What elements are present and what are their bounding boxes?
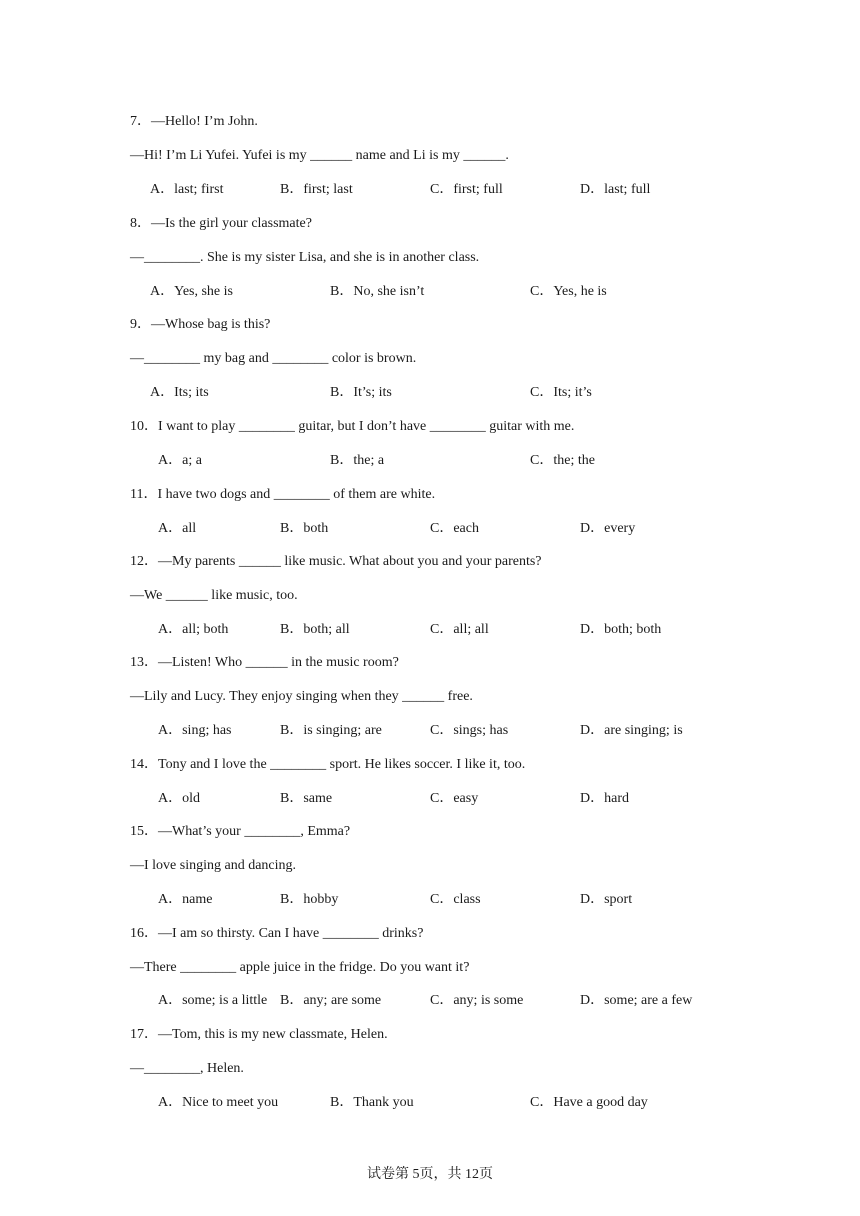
question-12-option-d: D．both; both	[580, 622, 662, 637]
question-11-option-d: D．every	[580, 521, 636, 536]
question-16-option-d: D．some; are a few	[580, 993, 693, 1008]
question-16-option-b: B．any; are some	[280, 993, 382, 1008]
question-10-option-a: A．a; a	[158, 453, 202, 468]
question-17-option-c: C．Have a good day	[530, 1095, 648, 1110]
question-12-option-a: A．all; both	[158, 622, 229, 637]
question-12-reply: —We ______ like music, too.	[130, 588, 298, 603]
question-14-option-c: C．easy	[430, 791, 479, 806]
question-15-reply: —I love singing and dancing.	[130, 858, 297, 873]
question-16-stem: 16．—I am so thirsty. Can I have ________ drinks?	[130, 926, 424, 941]
question-7-stem: 7．—Hello! I’m John.	[130, 114, 258, 129]
question-7-option-d: D．last; full	[580, 182, 651, 197]
question-13-option-b: B．is singing; are	[280, 723, 382, 738]
question-10-option-c: C．the; the	[530, 453, 595, 468]
question-13-option-d: D．are singing; is	[580, 723, 683, 738]
question-7-reply: —Hi! I’m Li Yufei. Yufei is my ______ name and Li is my ______.	[130, 148, 509, 163]
question-16-reply: —There ________ apple juice in the fridge. Do you want it?	[130, 960, 470, 975]
question-17-stem: 17．—Tom, this is my new classmate, Helen.	[130, 1027, 388, 1042]
question-11-option-b: B．both	[280, 521, 329, 536]
page-footer: 试卷第 5页，共 12页	[367, 1167, 493, 1182]
question-7-option-a: A．last; first	[150, 182, 224, 197]
question-13-option-a: A．sing; has	[158, 723, 232, 738]
question-11-option-c: C．each	[430, 521, 479, 536]
question-14-option-a: A．old	[158, 791, 200, 806]
question-13-option-c: C．sings; has	[430, 723, 509, 738]
question-17-option-a: A．Nice to meet you	[158, 1095, 279, 1110]
question-12-option-b: B．both; all	[280, 622, 350, 637]
question-8-stem: 8．—Is the girl your classmate?	[130, 216, 312, 231]
question-14-option-b: B．same	[280, 791, 333, 806]
question-13-stem: 13．—Listen! Who ______ in the music room?	[130, 655, 399, 670]
question-11-stem: 11．I have two dogs and ________ of them are white.	[130, 487, 436, 502]
question-14-option-d: D．hard	[580, 791, 629, 806]
question-16-option-a: A．some; is a little	[158, 993, 268, 1008]
question-9-option-b: B．It’s; its	[330, 385, 392, 400]
question-15-stem: 15．—What’s your ________, Emma?	[130, 824, 351, 839]
question-8-option-c: C．Yes, he is	[530, 284, 607, 299]
question-9-reply: —________ my bag and ________ color is brown.	[130, 351, 417, 366]
question-17-option-b: B．Thank you	[330, 1095, 414, 1110]
question-7-option-b: B．first; last	[280, 182, 353, 197]
question-15-option-a: A．name	[158, 892, 213, 907]
question-17-reply: —________, Helen.	[130, 1061, 244, 1076]
question-14-stem: 14．Tony and I love the ________ sport. He likes soccer. I like it, too.	[130, 757, 526, 772]
question-8-option-b: B．No, she isn’t	[330, 284, 425, 299]
question-7-option-c: C．first; full	[430, 182, 503, 197]
question-15-option-b: B．hobby	[280, 892, 339, 907]
question-10-stem: 10．I want to play ________ guitar, but I don’t have ________ guitar with me.	[130, 419, 575, 434]
question-13-reply: —Lily and Lucy. They enjoy singing when they ______ free.	[130, 689, 473, 704]
question-11-option-a: A．all	[158, 521, 197, 536]
question-9-option-a: A．Its; its	[150, 385, 209, 400]
question-9-stem: 9．—Whose bag is this?	[130, 317, 271, 332]
question-12-option-c: C．all; all	[430, 622, 489, 637]
question-15-option-c: C．class	[430, 892, 481, 907]
question-12-stem: 12．—My parents ______ like music. What about you and your parents?	[130, 554, 542, 569]
question-8-reply: —________. She is my sister Lisa, and she is in another class.	[130, 250, 480, 265]
question-16-option-c: C．any; is some	[430, 993, 524, 1008]
question-8-option-a: A．Yes, she is	[150, 284, 233, 299]
question-9-option-c: C．Its; it’s	[530, 385, 592, 400]
question-10-option-b: B．the; a	[330, 453, 385, 468]
question-15-option-d: D．sport	[580, 892, 633, 907]
